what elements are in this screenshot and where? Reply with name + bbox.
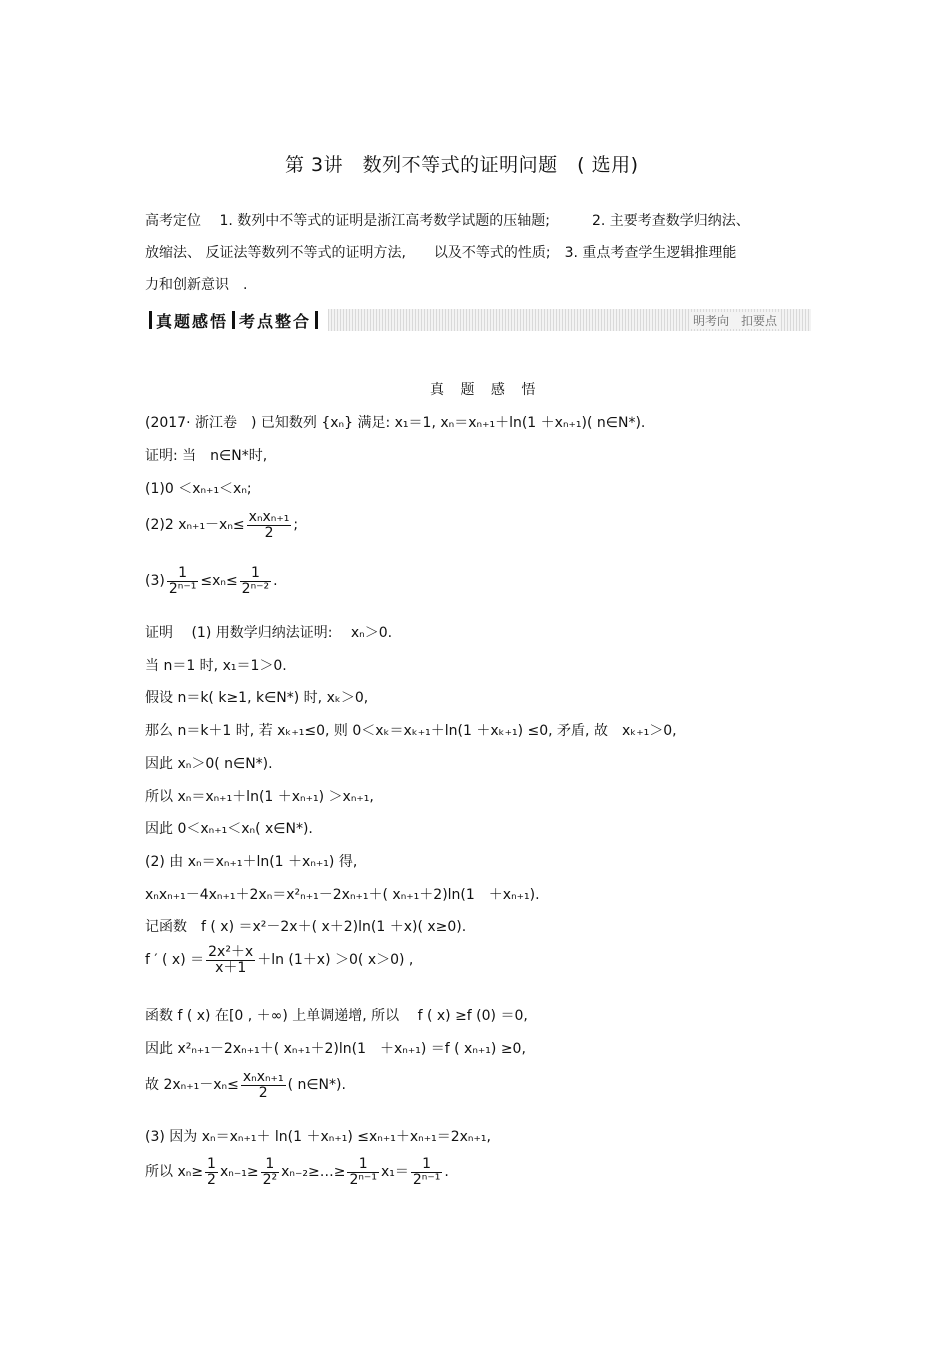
section-title: 真 题 感 悟 bbox=[430, 382, 542, 398]
proof-line: (2) 由 xₙ＝xₙ₊₁＋ln(1 ＋xₙ₊₁) 得, bbox=[145, 854, 358, 870]
claim-3-end: . bbox=[273, 573, 278, 590]
banner-labels bbox=[145, 309, 328, 331]
denominator: 2ⁿ⁻² bbox=[241, 580, 270, 597]
chain-end: . bbox=[444, 1164, 449, 1181]
derivative-rhs: ＋ln (1＋x) ＞0( x＞0) , bbox=[257, 952, 414, 969]
problem-statement: (2017· 浙江卷 ) 已知数列 {xₙ} 满足: x₁＝1, xₙ＝xₙ₊₁＋ln(1 ＋xₙ₊₁)( n∈N*). bbox=[145, 415, 646, 431]
banner-label-zhenti: 真题感悟 bbox=[156, 311, 229, 331]
chain-start: 所以 xₙ≥ bbox=[145, 1164, 204, 1181]
chain-term: xₙ₋₁≥ bbox=[219, 1164, 259, 1181]
derivative-lhs: f ′ ( x) ＝ bbox=[145, 952, 205, 969]
fraction bbox=[261, 1157, 280, 1187]
fraction bbox=[240, 566, 272, 596]
chain-term: xₙ₋₂≥…≥ bbox=[281, 1164, 346, 1181]
fraction bbox=[347, 1157, 379, 1187]
banner-bar bbox=[232, 311, 235, 329]
derivative-line bbox=[145, 945, 413, 975]
intro-line-3: 力和创新意识 . bbox=[145, 277, 248, 293]
numerator: 1 bbox=[411, 1157, 443, 1173]
fraction bbox=[206, 945, 255, 975]
proof-prompt: 证明: 当 n∈N*时, bbox=[145, 448, 268, 464]
proof-line: 所以 xₙ＝xₙ₊₁＋ln(1 ＋xₙ₊₁) ＞xₙ₊₁, bbox=[145, 789, 374, 805]
chain-term: x₁＝ bbox=[380, 1164, 409, 1181]
proof-line: (3) 因为 xₙ＝xₙ₊₁＋ ln(1 ＋xₙ₊₁) ≤xₙ₊₁＋xₙ₊₁＝2xₙ₊₁, bbox=[145, 1129, 491, 1145]
proof-line: 假设 n＝k( k≥1, k∈N*) 时, xₖ＞0, bbox=[145, 690, 369, 706]
denominator: 2ⁿ⁻¹ bbox=[349, 1171, 377, 1188]
denominator: 2ⁿ⁻¹ bbox=[168, 580, 197, 597]
denominator: 2² bbox=[262, 1171, 278, 1188]
banner-bar bbox=[315, 311, 318, 329]
fraction bbox=[411, 1157, 443, 1187]
proof-line: 记函数 f ( x) ＝x²－2x＋( x＋2)ln(1 ＋x)( x≥0). bbox=[145, 919, 467, 935]
fraction bbox=[247, 510, 292, 540]
numerator: 1 bbox=[261, 1157, 280, 1173]
conclusion-2-end: ( n∈N*). bbox=[287, 1077, 346, 1094]
banner-bar bbox=[149, 311, 152, 329]
proof-line: 函数 f ( x) 在[0 , ＋∞) 上单调递增, 所以 f ( x) ≥f (0) ＝0, bbox=[145, 1008, 528, 1024]
section-banner bbox=[145, 309, 811, 331]
page-title: 第 3讲 数列不等式的证明问题 ( 选用) bbox=[285, 154, 639, 176]
numerator: xₙxₙ₊₁ bbox=[248, 509, 290, 525]
proof-line: 因此 xₙ＞0( n∈N*). bbox=[145, 756, 273, 772]
claim-2-end: ; bbox=[293, 517, 299, 534]
chain-inequality bbox=[145, 1157, 449, 1187]
fraction bbox=[241, 1070, 286, 1100]
proof-line: 当 n＝1 时, x₁＝1＞0. bbox=[145, 658, 287, 674]
denominator: 2ⁿ⁻¹ bbox=[412, 1171, 441, 1188]
proof-line: 因此 0＜xₙ₊₁＜xₙ( x∈N*). bbox=[145, 821, 313, 837]
denominator: x＋1 bbox=[215, 959, 247, 976]
fraction bbox=[205, 1157, 218, 1187]
numerator: 1 bbox=[240, 566, 272, 582]
numerator: 1 bbox=[347, 1157, 379, 1173]
numerator: 2x²＋x bbox=[208, 944, 254, 960]
denominator: 2 bbox=[258, 1084, 268, 1101]
proof-line: 那么 n＝k＋1 时, 若 xₖ₊₁≤0, 则 0＜xₖ＝xₖ₊₁＋ln(1 ＋xₖ₊₁) ≤0, 矛盾, 故 xₖ₊₁＞0, bbox=[145, 723, 677, 739]
conclusion-2 bbox=[145, 1070, 346, 1100]
denominator: 2 bbox=[264, 524, 274, 541]
claim-3-mid: ≤xₙ≤ bbox=[200, 573, 238, 590]
numerator: 1 bbox=[167, 566, 199, 582]
banner-right-label: 明考向 扣要点 bbox=[692, 314, 777, 328]
proof-line: 证明 (1) 用数学归纳法证明: xₙ＞0. bbox=[145, 625, 393, 641]
numerator: 1 bbox=[207, 1156, 216, 1172]
claim-1: (1)0 ＜xₙ₊₁＜xₙ; bbox=[145, 481, 252, 497]
banner-label-kaodian: 考点整合 bbox=[239, 311, 312, 331]
denominator: 2 bbox=[207, 1171, 216, 1188]
claim-2-lhs: (2)2 xₙ₊₁－xₙ≤ bbox=[145, 517, 245, 534]
intro-line-1: 高考定位 1. 数列中不等式的证明是浙江高考数学试题的压轴题; 2. 主要考查数学归纳法、 bbox=[145, 213, 750, 229]
claim-2 bbox=[145, 510, 298, 540]
conclusion-2-lhs: 故 2xₙ₊₁－xₙ≤ bbox=[145, 1077, 239, 1094]
proof-line: 因此 x²ₙ₊₁－2xₙ₊₁＋( xₙ₊₁＋2)ln(1 ＋xₙ₊₁) ＝f ( xₙ₊₁) ≥0, bbox=[145, 1041, 526, 1057]
numerator: xₙxₙ₊₁ bbox=[242, 1069, 284, 1085]
fraction bbox=[167, 566, 199, 596]
proof-line: xₙxₙ₊₁－4xₙ₊₁＋2xₙ＝x²ₙ₊₁－2xₙ₊₁＋( xₙ₊₁＋2)ln(1 ＋xₙ₊₁). bbox=[145, 887, 540, 903]
claim-3 bbox=[145, 566, 278, 596]
claim-3-label: (3) bbox=[145, 573, 165, 590]
intro-line-2: 放缩法、 反证法等数列不等式的证明方法, 以及不等式的性质; 3. 重点考查学生逻辑推理能 bbox=[145, 245, 737, 261]
